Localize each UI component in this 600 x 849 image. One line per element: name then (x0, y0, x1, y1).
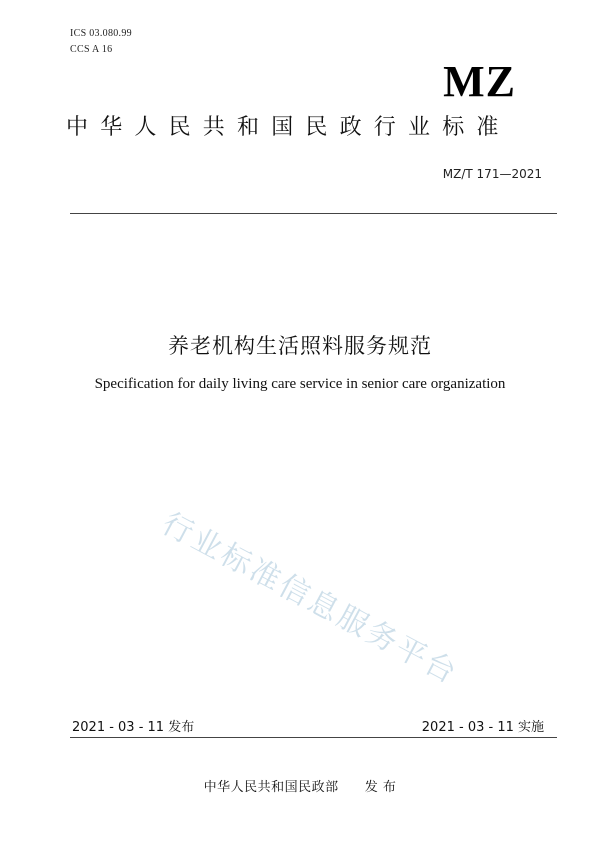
ccs-code: CCS A 16 (70, 44, 113, 55)
top-divider (70, 213, 557, 214)
watermark-text: 行业标准信息服务平台 (156, 506, 465, 692)
ics-code: ICS 03.080.99 (70, 28, 132, 39)
implement-date: 2021 - 03 - 11 实施 (421, 720, 544, 735)
document-title-en: Specification for daily living care service in senior care organization (94, 376, 506, 392)
issuer-line (0, 776, 600, 795)
document-title-cn: 养老机构生活照料服务规范 (168, 334, 432, 358)
mz-logo: MZ (443, 57, 516, 106)
publish-date: 2021 - 03 - 11 发布 (72, 720, 195, 735)
standard-code: MZ/T 171—2021 (442, 167, 542, 181)
issuer-action: 发 布 (364, 780, 397, 795)
standard-type-heading: 中华人民共和国民政行业标准 (66, 115, 511, 140)
bottom-divider (70, 737, 557, 738)
watermark (155, 500, 505, 700)
issuer-name: 中华人民共和国民政部 (203, 780, 339, 795)
